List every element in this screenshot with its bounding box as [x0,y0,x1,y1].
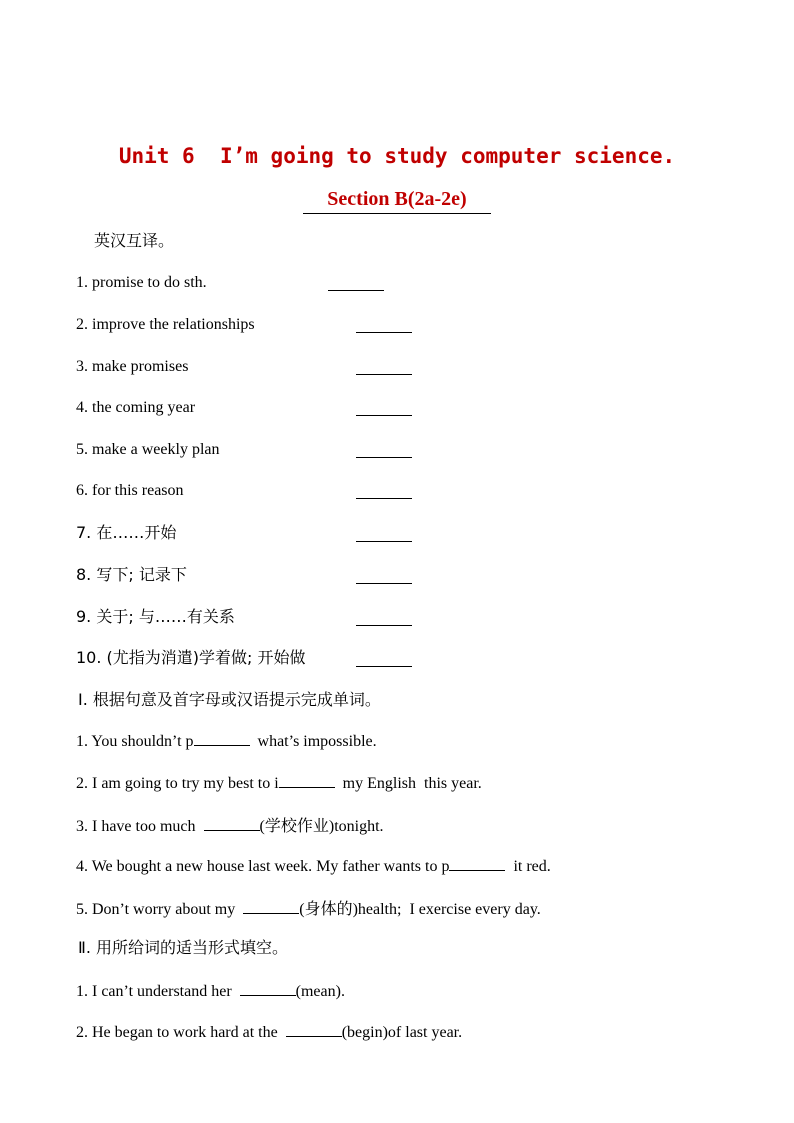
part2-item-2 [76,1022,462,1043]
item-text-after: what’s impossible. [249,733,377,750]
fill-blank[interactable] [449,856,505,871]
item-text-before: 5. Don’t worry about my [76,901,244,918]
part2-item-1 [76,981,345,1002]
part1-item-3 [76,816,384,837]
item-text-before: 1. You shouldn’t p [76,733,194,750]
translation-item-5: 5. make a weekly plan [76,441,220,458]
item-text-after: (mean). [295,983,345,1000]
answer-blank-6[interactable] [356,498,412,499]
answer-blank-1[interactable] [328,290,384,291]
item-text-before: 2. I am going to try my best to i [76,775,279,792]
translation-item-4: 4. the coming year [76,399,196,416]
fill-blank[interactable] [194,731,250,746]
part2-heading: Ⅱ. 用所给词的适当形式填空。 [78,938,289,957]
item-text-after: my English this year. [334,775,482,792]
fill-blank[interactable] [240,981,296,996]
translation-item-10: 10. (尤指为消遣)学着做; 开始做 [76,648,306,667]
item-text-before: 2. He began to work hard at the [76,1024,286,1041]
part1-item-4 [76,856,551,877]
answer-blank-10[interactable] [356,666,412,667]
translation-item-2: 2. improve the relationships [76,316,255,333]
part1-heading: Ⅰ. 根据句意及首字母或汉语提示完成单词。 [78,690,381,709]
item-text-before: 1. I can’t understand her [76,983,240,1000]
fill-blank[interactable] [204,816,260,831]
page-title: Unit 6 I’m going to study computer science. [118,144,676,168]
part1-item-1 [76,731,377,752]
section-heading: Section B(2a-2e) [303,186,490,214]
item-text-after: (身体的)health; I exercise every day. [299,901,541,918]
translation-item-6: 6. for this reason [76,482,184,499]
answer-blank-7[interactable] [356,541,412,542]
part1-item-2 [76,773,482,794]
translation-item-8: 8. 写下; 记录下 [76,565,187,584]
translation-heading: 英汉互译。 [94,231,175,250]
fill-blank[interactable] [286,1022,342,1037]
item-text-after: (学校作业)tonight. [259,818,384,835]
answer-blank-3[interactable] [356,374,412,375]
answer-blank-4[interactable] [356,415,412,416]
item-text-before: 3. I have too much [76,818,204,835]
section-heading-wrap [0,186,794,214]
translation-item-1: 1. promise to do sth. [76,274,207,291]
answer-blank-9[interactable] [356,625,412,626]
translation-item-3: 3. make promises [76,358,189,375]
answer-blank-2[interactable] [356,332,412,333]
item-text-after: it red. [505,858,551,875]
part1-item-5 [76,899,541,920]
fill-blank[interactable] [279,773,335,788]
item-text-before: 4. We bought a new house last week. My father wants to p [76,858,450,875]
item-text-after: (begin)of last year. [341,1024,463,1041]
translation-item-9: 9. 关于; 与……有关系 [76,607,235,626]
fill-blank[interactable] [243,899,299,914]
answer-blank-8[interactable] [356,583,412,584]
answer-blank-5[interactable] [356,457,412,458]
translation-item-7: 7. 在……开始 [76,523,177,542]
